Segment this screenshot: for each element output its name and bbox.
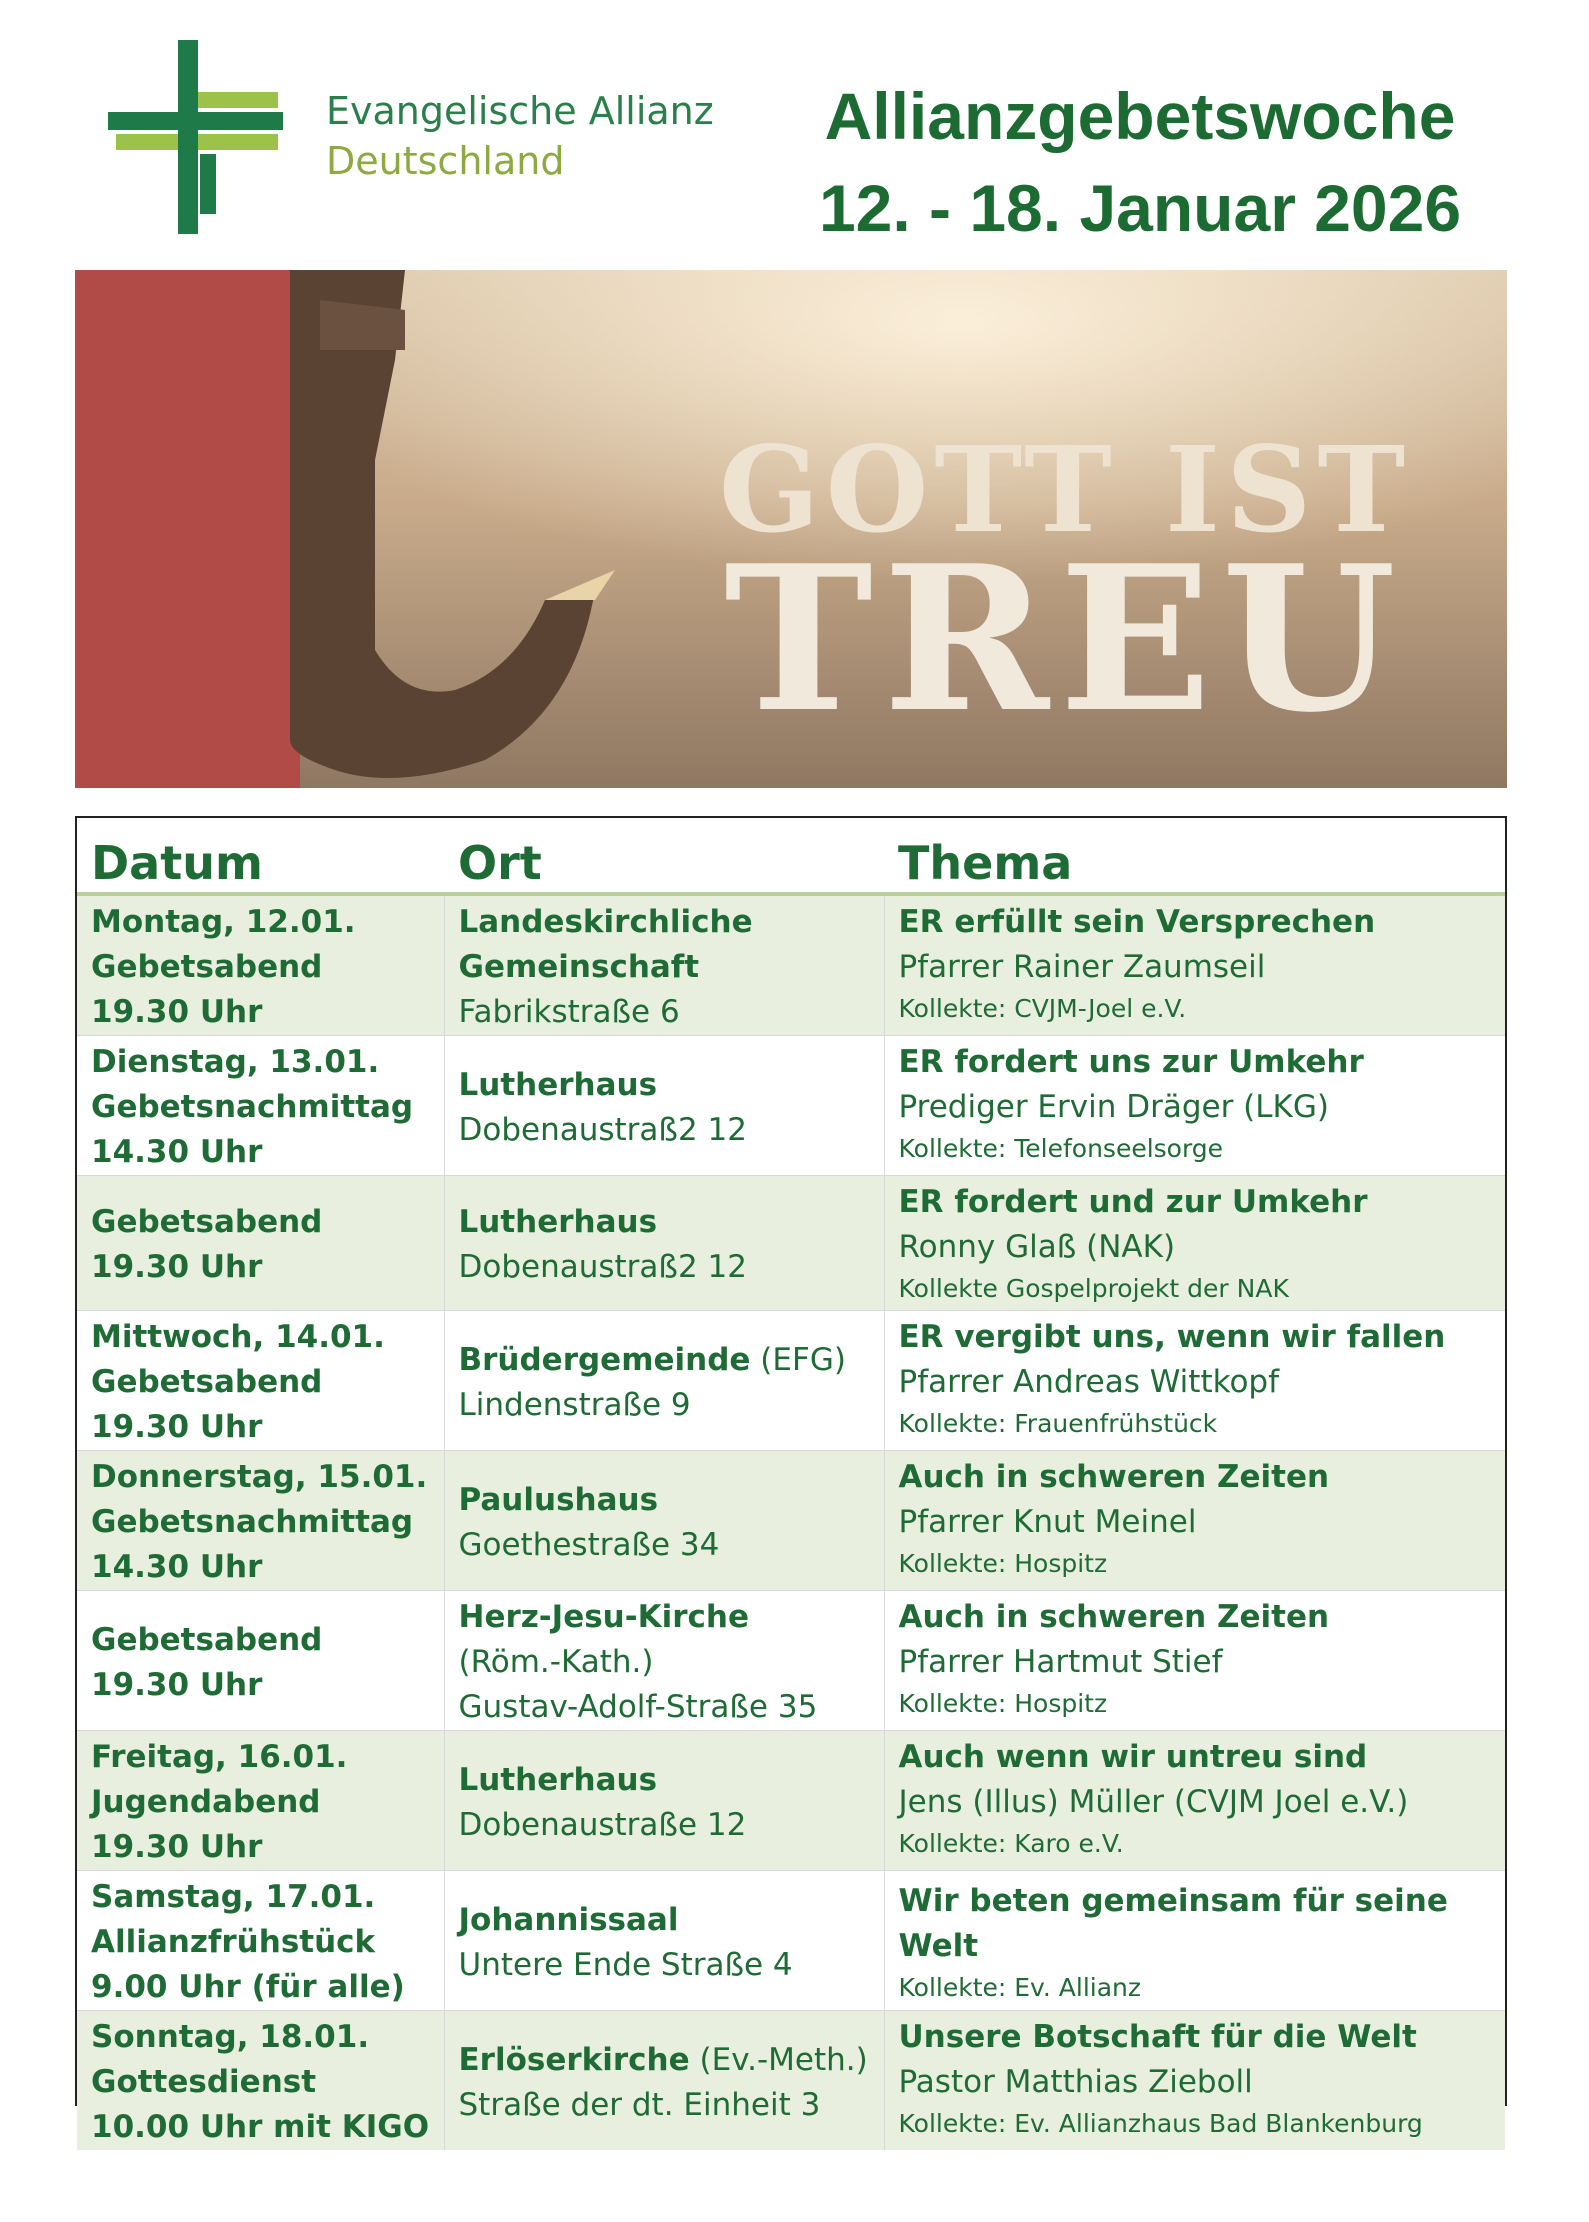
ort-name: Lutherhaus [458, 1204, 658, 1240]
ort-name-line [459, 2038, 870, 2083]
organization-name-line1: Evangelische Allianz [326, 89, 714, 133]
table-row [77, 2011, 1505, 2151]
cell-ort [444, 1731, 884, 1871]
organization-name-line2: Deutschland [326, 139, 565, 183]
table-row [77, 1311, 1505, 1451]
organization-logo [108, 40, 283, 234]
thema-title: Auch in schweren Zeiten [898, 1459, 1330, 1495]
cell-datum [77, 1311, 444, 1451]
cell-thema [884, 894, 1505, 1036]
thema-kollekte: Kollekte: Karo e.V. [898, 1829, 1124, 1858]
cell-datum [77, 1176, 444, 1311]
thema-title: ER fordert und zur Umkehr [898, 1184, 1368, 1220]
cell-ort [444, 894, 884, 1036]
datum-time: 19.30 Uhr [91, 994, 263, 1030]
cell-datum [77, 1871, 444, 2011]
thema-kollekte: Kollekte Gospelprojekt der NAK [898, 1274, 1289, 1303]
cell-thema [884, 2011, 1505, 2151]
header-thema: Thema [884, 818, 1505, 894]
cell-datum [77, 1036, 444, 1176]
thema-kollekte: Kollekte: Hospitz [898, 1689, 1108, 1718]
cell-thema [884, 1451, 1505, 1591]
table-row [77, 1591, 1505, 1731]
thema-speaker: Jens (Illus) Müller (CVJM Joel e.V.) [898, 1784, 1409, 1820]
cell-ort [444, 1311, 884, 1451]
thema-kollekte: Kollekte: Hospitz [898, 1549, 1108, 1578]
ort-address: Dobenaustraß2 12 [458, 1249, 747, 1285]
ort-suffix: (Ev.-Meth.) [689, 2041, 868, 2078]
ort-name-line [459, 1338, 870, 1383]
thema-title: Wir beten gemeinsam für seine Welt [898, 1882, 1448, 1964]
header-datum: Datum [77, 818, 444, 894]
datum-type: Gottesdienst [91, 2064, 317, 2100]
header-ort: Ort [444, 818, 884, 894]
cell-datum [77, 894, 444, 1036]
ort-name: Lutherhaus [458, 1761, 658, 1798]
ort-address: Goethestraße 34 [458, 1526, 720, 1563]
ort-address: Gustav-Adolf-Straße 35 [458, 1689, 818, 1725]
ort-address: Untere Ende Straße 4 [458, 1946, 793, 1983]
thema-speaker: Pfarrer Hartmut Stief [898, 1644, 1223, 1680]
event-heading [760, 70, 1520, 254]
datum-type: Gebetsabend [91, 1204, 323, 1240]
ort-suffix: (EFG) [750, 1341, 846, 1378]
table-header-row [77, 818, 1505, 894]
ort-address: Straße der dt. Einheit 3 [458, 2086, 821, 2123]
datum-day: Montag, 12.01. [91, 904, 356, 940]
table-row [77, 1451, 1505, 1591]
cell-datum [77, 1591, 444, 1731]
datum-time: 14.30 Uhr [91, 1549, 263, 1585]
ort-name: Paulushaus [458, 1481, 659, 1518]
event-title: Allianzgebetswoche [824, 79, 1456, 153]
thema-kollekte: Kollekte: Ev. Allianzhaus Bad Blankenburg [898, 2109, 1423, 2138]
datum-day: Sonntag, 18.01. [91, 2019, 370, 2055]
ort-name: Landeskirchliche Gemeinschaft [458, 904, 753, 985]
schedule-table [75, 816, 1507, 2145]
cell-datum [77, 1731, 444, 1871]
datum-type: Gebetsnachmittag [91, 1504, 414, 1540]
thema-kollekte: Kollekte: Ev. Allianz [898, 1972, 1142, 2002]
cell-thema [884, 1311, 1505, 1451]
datum-time: 14.30 Uhr [91, 1134, 263, 1170]
datum-time: 10.00 Uhr mit KIGO [91, 2109, 430, 2145]
cell-thema [884, 1176, 1505, 1311]
thema-title: Auch wenn wir untreu sind [898, 1739, 1368, 1775]
datum-day: Donnerstag, 15.01. [91, 1459, 428, 1495]
ort-address: Lindenstraße 9 [458, 1386, 691, 1423]
cell-ort [444, 1871, 884, 2011]
datum-type: Gebetsabend [91, 1364, 323, 1400]
thema-title: Auch in schweren Zeiten [898, 1599, 1330, 1635]
datum-type: Gebetsabend [91, 1621, 323, 1658]
thema-speaker: Pfarrer Andreas Wittkopf [898, 1364, 1280, 1400]
datum-time: 9.00 Uhr (für alle) [91, 1969, 405, 2005]
thema-speaker: Pastor Matthias Zieboll [898, 2064, 1253, 2100]
cell-ort [444, 2011, 884, 2151]
ort-address: Fabrikstraße 6 [458, 994, 680, 1030]
ort-address: Dobenaustraße 12 [458, 1806, 747, 1843]
table-row [77, 1871, 1505, 2011]
datum-day: Dienstag, 13.01. [91, 1044, 380, 1080]
cell-thema [884, 1731, 1505, 1871]
thema-kollekte: Kollekte: Frauenfrühstück [898, 1409, 1218, 1438]
datum-time: 19.30 Uhr [91, 1829, 263, 1865]
thema-title: Unsere Botschaft für die Welt [898, 2019, 1417, 2055]
datum-time: 19.30 Uhr [91, 1409, 263, 1445]
motto-line1: GOTT IST [718, 420, 1412, 559]
thema-title: ER fordert uns zur Umkehr [898, 1044, 1364, 1080]
organization-name [326, 86, 714, 186]
thema-title: ER vergibt uns, wenn wir fallen [898, 1319, 1446, 1355]
datum-time: 19.30 Uhr [91, 1666, 263, 1703]
datum-day: Freitag, 16.01. [91, 1739, 348, 1775]
datum-type: Gebetsnachmittag [91, 1089, 414, 1125]
datum-day: Mittwoch, 14.01. [91, 1319, 385, 1355]
ort-denomination: (Röm.-Kath.) [458, 1644, 654, 1680]
thema-kollekte: Kollekte: CVJM-Joel e.V. [898, 994, 1187, 1023]
table-row [77, 1176, 1505, 1311]
cell-ort [444, 1036, 884, 1176]
cell-thema [884, 1036, 1505, 1176]
cell-datum [77, 2011, 444, 2151]
event-dates: 12. - 18. Januar 2026 [818, 171, 1462, 245]
ort-name: Erlöserkirche [458, 2041, 690, 2078]
thema-title: ER erfüllt sein Versprechen [898, 904, 1376, 940]
table-row [77, 1731, 1505, 1871]
thema-speaker: Ronny Glaß (NAK) [898, 1229, 1176, 1265]
thema-speaker: Pfarrer Rainer Zaumseil [898, 949, 1266, 985]
datum-type: Allianzfrühstück [91, 1924, 376, 1960]
cell-thema [884, 1591, 1505, 1731]
ort-address: Dobenaustraß2 12 [458, 1111, 747, 1148]
cell-ort [444, 1451, 884, 1591]
thema-speaker: Pfarrer Knut Meinel [898, 1504, 1197, 1540]
table-row [77, 894, 1505, 1036]
datum-time: 19.30 Uhr [91, 1249, 263, 1285]
cell-ort [444, 1176, 884, 1311]
cell-datum [77, 1451, 444, 1591]
thema-kollekte: Kollekte: Telefonseelsorge [898, 1134, 1224, 1163]
datum-type: Jugendabend [91, 1784, 321, 1820]
cell-thema [884, 1871, 1505, 2011]
thema-speaker: Prediger Ervin Dräger (LKG) [898, 1089, 1329, 1125]
motto-banner [75, 270, 1507, 788]
ort-name: Brüdergemeinde [458, 1341, 751, 1378]
cell-ort [444, 1591, 884, 1731]
table-row [77, 1036, 1505, 1176]
datum-type: Gebetsabend [91, 949, 323, 985]
ort-name: Herz-Jesu-Kirche [458, 1599, 750, 1635]
ort-name: Johannissaal [458, 1901, 679, 1938]
datum-day: Samstag, 17.01. [91, 1879, 376, 1915]
motto-line2: TREU [724, 522, 1406, 757]
ort-name: Lutherhaus [458, 1066, 658, 1103]
